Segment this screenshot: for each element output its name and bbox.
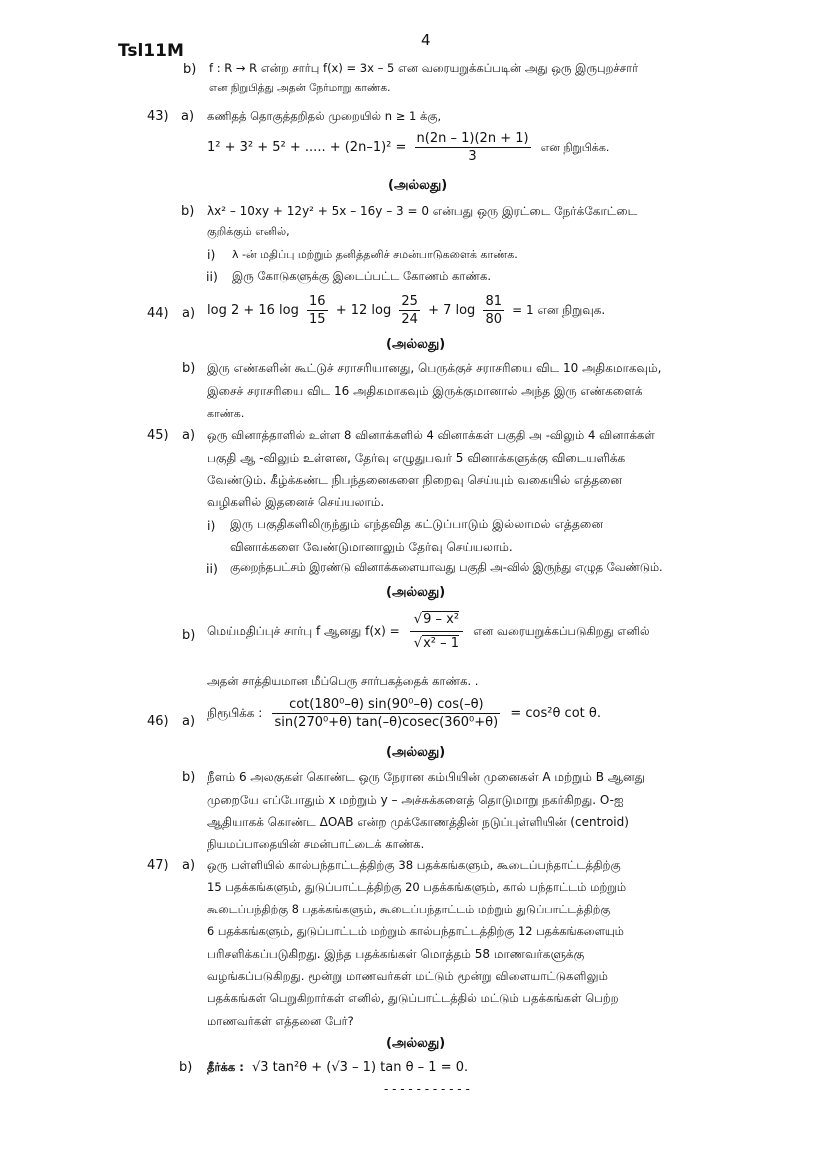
q44a-fraction-2 — [399, 293, 420, 328]
q46b-line1: நீளம் 6 அலகுகள் கொண்ட ஒரு நேரான கம்பியின் முனைகள் A மற்றும் B ஆனது — [207, 770, 645, 784]
q44a-expression — [207, 293, 605, 328]
q43a-formula-left: 1² + 3² + 5² + ..... + (2n–1)² = — [207, 140, 407, 155]
q43b-i: λ -ன் மதிப்பு மற்றும் தனித்தனிச் சமன்பாடுகளைக் காண்க. — [232, 248, 518, 261]
q45b-line2: அதன் சாத்தியமான மீப்பெரு சார்பகத்தைக் காண்க. . — [207, 674, 479, 688]
q42b-line2: என நிறுபித்து அதன் நேர்மாறு காண்க. — [209, 82, 391, 94]
q47a-label: a) — [182, 858, 196, 873]
q46a-formula — [207, 696, 601, 731]
q45a-ii: குறைந்தபட்சம் இரண்டு வினாக்களையாவது பகுதி அ-வில் இருந்து எழுத வேண்டும். — [230, 561, 663, 574]
q45-number: 45) — [147, 428, 169, 443]
q43b-ii-label: ii) — [206, 269, 218, 284]
q47b-prefix: தீர்க்க : — [207, 1060, 244, 1074]
q45b-fraction — [410, 610, 463, 653]
q44a-part1: log 2 + 16 log — [207, 303, 299, 318]
q45b-prefix: மெய்மதிப்புச் சார்பு f ஆனது f(x) = — [207, 624, 400, 638]
q46b-line4: நியமப்பாதையின் சமன்பாட்டைக் காண்க. — [207, 837, 425, 851]
q47-or: (அல்லது) — [386, 1036, 446, 1051]
q45a-line3: வேண்டும். கீழ்க்கண்ட நிபந்தனைகளை நிறைவு செய்யும் வகையில் எத்தனை — [207, 473, 623, 487]
q45a-label: a) — [182, 428, 196, 443]
q44a-f2-num: 25 — [401, 294, 418, 309]
q47a-line8: மாணவர்கள் எத்தனை பேர்? — [207, 1014, 354, 1028]
q46a-prefix: நிரூபிக்க : — [207, 706, 263, 720]
q44a-part2: + 12 log — [335, 303, 392, 318]
q43a-denominator: 3 — [468, 149, 477, 164]
q47b-equation — [207, 1059, 468, 1076]
q45b-denominator: √x² – 1 — [413, 636, 460, 651]
q45b-label: b) — [182, 628, 196, 643]
q46-number: 46) — [147, 714, 169, 729]
q45a-ii-label: ii) — [206, 561, 218, 576]
paper-code: Tsl11M — [118, 41, 184, 61]
q44a-part3: + 7 log — [428, 303, 476, 318]
q44b-line2: இசைச் சராசரியை விட 16 அதிகமாகவும் இருக்குமானால் அந்த இரு எண்களைக் — [207, 384, 643, 398]
q46a-fraction — [272, 696, 500, 731]
q43a-formula — [207, 130, 609, 165]
q44a-label: a) — [182, 306, 196, 321]
q46-or: (அல்லது) — [386, 745, 446, 760]
q46a-numerator: cot(180⁰–θ) sin(90⁰–θ) cos(–θ) — [272, 696, 500, 714]
q43a-label: a) — [181, 109, 195, 124]
q42b-line1: f : R → R என்ற சார்பு f(x) = 3x – 5 என வரையறுக்கப்படின் அது ஒரு இருபுறச்சார் — [209, 61, 639, 75]
q44a-fraction-1 — [307, 293, 328, 328]
q43a-formula-right: என நிறுபிக்க. — [540, 141, 610, 154]
q47a-line3: கூடைப்பந்திற்கு 8 பதக்கங்களும், கூடைப்பந்தாட்டம் மற்றும் துடுப்பாட்டத்திற்கு — [207, 903, 611, 916]
q45a-line4: வழிகளில் இதனைச் செய்யலாம். — [207, 495, 385, 509]
q44b-label: b) — [182, 361, 196, 376]
q43b-line1: λx² – 10xy + 12y² + 5x – 16y – 3 = 0 என்பது ஒரு இரட்டை நேர்க்கோட்டை — [207, 204, 638, 218]
q43a-fraction — [415, 130, 531, 165]
q46b-line2: முறையே எப்போதும் x மற்றும் y – அச்சுக்களைத் தொடுமாறு நகர்கிறது. O-ஐ — [207, 793, 624, 807]
q45b-suffix: என வரையறுக்கப்படுகிறது எனில் — [473, 624, 650, 638]
q47a-line6: வழங்கப்படுகிறது. மூன்று மாணவர்கள் மட்டும் மூன்று விளையாட்டுகளிலும் — [207, 969, 609, 983]
q44a-f3-num: 81 — [485, 294, 502, 309]
q47-number: 47) — [147, 858, 169, 873]
q43a-numerator: n(2n – 1)(2n + 1) — [416, 131, 529, 146]
q43b-line2: குறிக்கும் எனில், — [207, 225, 290, 238]
q45a-line1: ஒரு வினாத்தாளில் உள்ள 8 வினாக்களில் 4 வினாக்கள் பகுதி அ -விலும் 4 வினாக்கள் — [207, 428, 655, 442]
q44b-line1: இரு எண்களின் கூட்டுச் சராசரியானது, பெருக்குச் சராசரியை விட 10 அதிகமாகவும், — [207, 361, 662, 375]
q44a-f1-den: 15 — [309, 312, 326, 327]
q45b-formula — [207, 610, 650, 653]
end-mark: - - - - - - - - - - - — [384, 1082, 470, 1096]
q45a-i-label: i) — [207, 518, 216, 533]
q43-or: (அல்லது) — [388, 178, 448, 193]
q47a-line5: பரிசளிக்கப்படுகிறது. இந்த பதக்கங்கள் மொத்தம் 58 மாணவர்களுக்கு — [207, 947, 585, 961]
q43-number: 43) — [147, 109, 169, 124]
q43b-label: b) — [181, 204, 195, 219]
q46b-label: b) — [182, 770, 196, 785]
q46a-suffix: = cos²θ cot θ. — [510, 706, 601, 721]
q44a-f1-num: 16 — [309, 294, 326, 309]
q46b-line3: ஆதியாகக் கொண்ட ΔOAB என்ற முக்கோணத்தின் நடுப்புள்ளியின் (centroid) — [207, 815, 629, 829]
q42b-label: b) — [183, 62, 197, 77]
q47a-line7: பதக்கங்கள் பெறுகிறார்கள் எனில், துடுப்பாட்டத்தில் மட்டும் பதக்கங்கள் பெற்ற — [207, 991, 619, 1005]
q47b-label: b) — [179, 1060, 193, 1075]
q44-number: 44) — [147, 306, 169, 321]
q44a-part4: = 1 என நிறுவுக. — [512, 303, 606, 317]
q43b-i-label: i) — [207, 247, 216, 262]
q45b-numerator: √9 – x² — [410, 610, 463, 632]
q47a-line1: ஒரு பள்ளியில் கால்பந்தாட்டத்திற்கு 38 பதக்கங்களும், கூடைப்பந்தாட்டத்திற்கு — [207, 858, 621, 872]
page-number: 4 — [421, 31, 431, 49]
q44b-line3: காண்க. — [207, 407, 245, 420]
q46a-denominator: sin(270⁰+θ) tan(–θ)cosec(360⁰+θ) — [274, 715, 499, 730]
q43a-line1: கணிதத் தொகுத்தறிதல் முறையில் n ≥ 1 க்கு, — [207, 109, 442, 123]
q44a-fraction-3 — [483, 293, 504, 328]
q46a-label: a) — [182, 714, 196, 729]
q47a-line2: 15 பதக்கங்களும், துடுப்பாட்டத்திற்கு 20 பதக்கங்களும், கால் பந்தாட்டம் மற்றும் — [207, 880, 627, 894]
q45a-line2: பகுதி ஆ -விலும் உள்ளன, தேர்வு எழுதுபவர் 5 வினாக்களுக்கு விடையளிக்க — [207, 451, 626, 465]
q44a-f3-den: 80 — [485, 312, 502, 327]
q44-or: (அல்லது) — [386, 337, 446, 352]
q44a-f2-den: 24 — [401, 312, 418, 327]
q47a-line4: 6 பதக்கங்களும், துடுப்பாட்டம் மற்றும் கால்பந்தாட்டத்திற்கு 12 பதக்கங்களையும் — [207, 924, 624, 938]
q45a-i-line1: இரு பகுதிகளிலிருந்தும் எந்தவித கட்டுப்பாடும் இல்லாமல் எத்தனை — [230, 517, 604, 531]
q45-or: (அல்லது) — [386, 585, 446, 600]
q45a-i-line2: வினாக்களை வேண்டுமானாலும் தேர்வு செய்யலாம். — [230, 540, 513, 554]
q43b-ii: இரு கோடுகளுக்கு இடைப்பட்ட கோணம் காண்க. — [232, 269, 492, 283]
q47b-eq: √3 tan²θ + (√3 – 1) tan θ – 1 = 0. — [251, 1060, 469, 1075]
